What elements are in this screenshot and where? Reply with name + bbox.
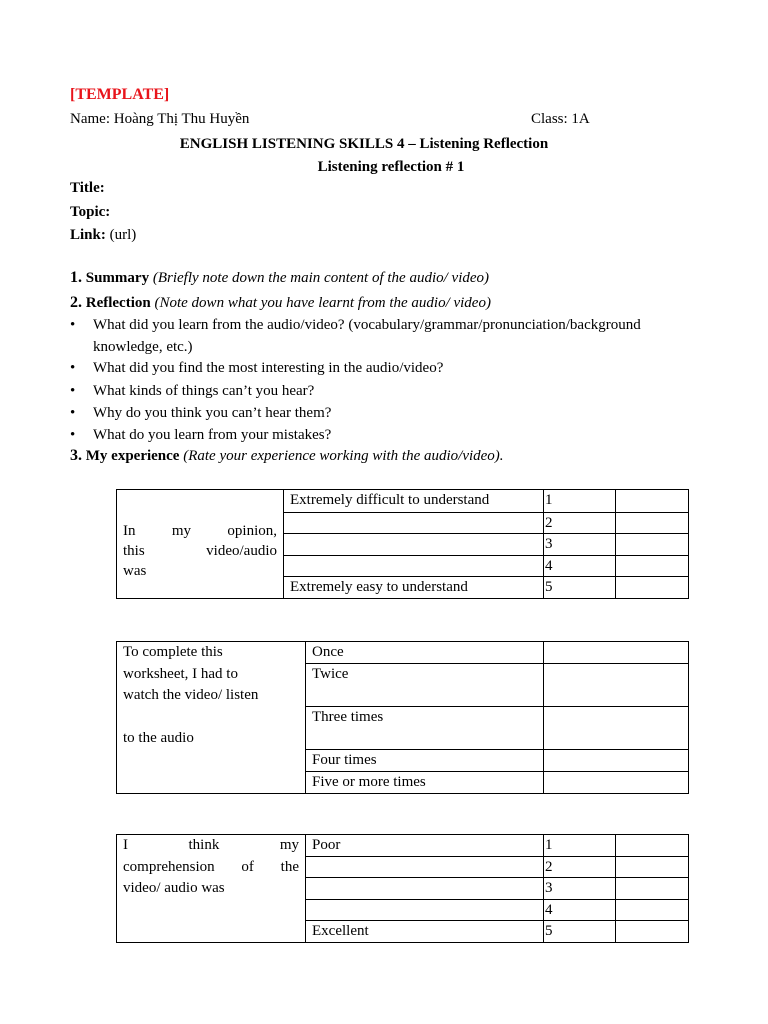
rating-checkbox-cell[interactable] <box>616 513 689 534</box>
rating-checkbox-cell[interactable] <box>616 556 689 577</box>
rating-label <box>117 490 284 599</box>
rating-number: 2 <box>544 513 616 534</box>
count-option: Once <box>306 642 544 664</box>
section-note: (Rate your experience working with the audio/video). <box>183 448 504 464</box>
count-checkbox-cell[interactable] <box>544 772 689 794</box>
label-line: worksheet, I had to <box>123 665 238 682</box>
label-line: To complete this <box>123 644 223 660</box>
rating-checkbox-cell[interactable] <box>616 900 689 921</box>
section-number: 1. <box>70 269 82 286</box>
count-option: Twice <box>306 664 544 707</box>
rating-number: 5 <box>544 577 616 599</box>
section-note: (Briefly note down the main content of the audio/ video) <box>152 270 490 286</box>
topic-label: Topic: <box>70 204 111 220</box>
count-option: Three times <box>306 707 544 750</box>
count-checkbox-cell[interactable] <box>544 642 689 664</box>
label-line: video/ audio was <box>123 880 225 896</box>
rating-description <box>284 513 544 534</box>
rating-description <box>284 534 544 556</box>
list-item: What kinds of things can’t you hear? <box>93 383 315 399</box>
bullet-icon: • <box>70 383 76 399</box>
section-title: Reflection <box>85 295 151 311</box>
link-value: (url) <box>109 227 137 243</box>
rating-checkbox-cell[interactable] <box>616 857 689 878</box>
rating-number: 3 <box>544 878 616 900</box>
rating-description <box>306 857 544 878</box>
rating-description <box>306 900 544 921</box>
rating-number: 5 <box>544 921 616 943</box>
count-label <box>117 642 306 794</box>
reflection-title: Listening reflection # 1 <box>317 159 465 175</box>
section-note: (Note down what you have learnt from the audio/ video) <box>154 295 491 311</box>
bullet-icon: • <box>70 427 76 443</box>
student-name: Name: Hoàng Thị Thu Huyền <box>70 111 250 127</box>
section-experience <box>70 447 504 465</box>
rating-description: Excellent <box>306 921 544 943</box>
comprehension-rating-table <box>116 834 689 943</box>
list-item-continued: knowledge, etc.) <box>93 339 193 355</box>
rating-checkbox-cell[interactable] <box>616 921 689 943</box>
count-checkbox-cell[interactable] <box>544 750 689 772</box>
rating-number: 1 <box>544 835 616 857</box>
section-reflection <box>70 294 491 312</box>
list-item: What did you learn from the audio/video? (vocabulary/grammar/pronunciation/background <box>93 317 641 333</box>
rating-description <box>284 556 544 577</box>
rating-checkbox-cell[interactable] <box>616 534 689 556</box>
rating-number: 3 <box>544 534 616 556</box>
comprehension-label <box>117 835 306 943</box>
bullet-icon: • <box>70 317 76 333</box>
list-item: What do you learn from your mistakes? <box>93 427 332 443</box>
label-line: watch the video/ listen <box>123 687 259 703</box>
count-option: Five or more times <box>306 772 544 794</box>
rating-description <box>306 878 544 900</box>
section-number: 3. <box>70 447 82 464</box>
rating-description: Poor <box>306 835 544 857</box>
difficulty-rating-table <box>116 489 689 599</box>
section-title: Summary <box>85 270 150 286</box>
list-item: Why do you think you can’t hear them? <box>93 405 332 421</box>
rating-number: 2 <box>544 857 616 878</box>
rating-number: 4 <box>544 900 616 921</box>
label-line: In my opinion, <box>123 523 277 539</box>
count-option: Four times <box>306 750 544 772</box>
course-title: ENGLISH LISTENING SKILLS 4 – Listening Reflection <box>179 136 549 152</box>
link-field <box>70 226 136 244</box>
rating-description: Extremely difficult to understand <box>284 490 544 513</box>
rating-number: 4 <box>544 556 616 577</box>
section-title: My experience <box>85 448 180 464</box>
label-line: was <box>123 563 147 579</box>
link-label: Link: <box>70 227 106 243</box>
list-item: What did you find the most interesting in the audio/video? <box>93 360 444 376</box>
title-label: Title: <box>70 180 105 196</box>
label-line: I think my <box>123 837 299 853</box>
rating-description: Extremely easy to understand <box>284 577 544 599</box>
section-summary <box>70 269 489 287</box>
rating-checkbox-cell[interactable] <box>616 577 689 599</box>
listening-count-table <box>116 641 689 794</box>
label-line: to the audio <box>123 730 194 746</box>
bullet-icon: • <box>70 360 76 376</box>
rating-checkbox-cell[interactable] <box>616 878 689 900</box>
rating-checkbox-cell[interactable] <box>616 835 689 857</box>
rating-checkbox-cell[interactable] <box>616 490 689 513</box>
class-label: Class: 1A <box>531 111 590 127</box>
bullet-icon: • <box>70 405 76 421</box>
section-number: 2. <box>70 294 82 311</box>
count-checkbox-cell[interactable] <box>544 707 689 750</box>
count-checkbox-cell[interactable] <box>544 664 689 707</box>
rating-number: 1 <box>544 490 616 513</box>
label-line: comprehension of the <box>123 858 299 875</box>
label-line: this video/audio <box>123 543 277 559</box>
template-tag: [TEMPLATE] <box>70 86 170 103</box>
